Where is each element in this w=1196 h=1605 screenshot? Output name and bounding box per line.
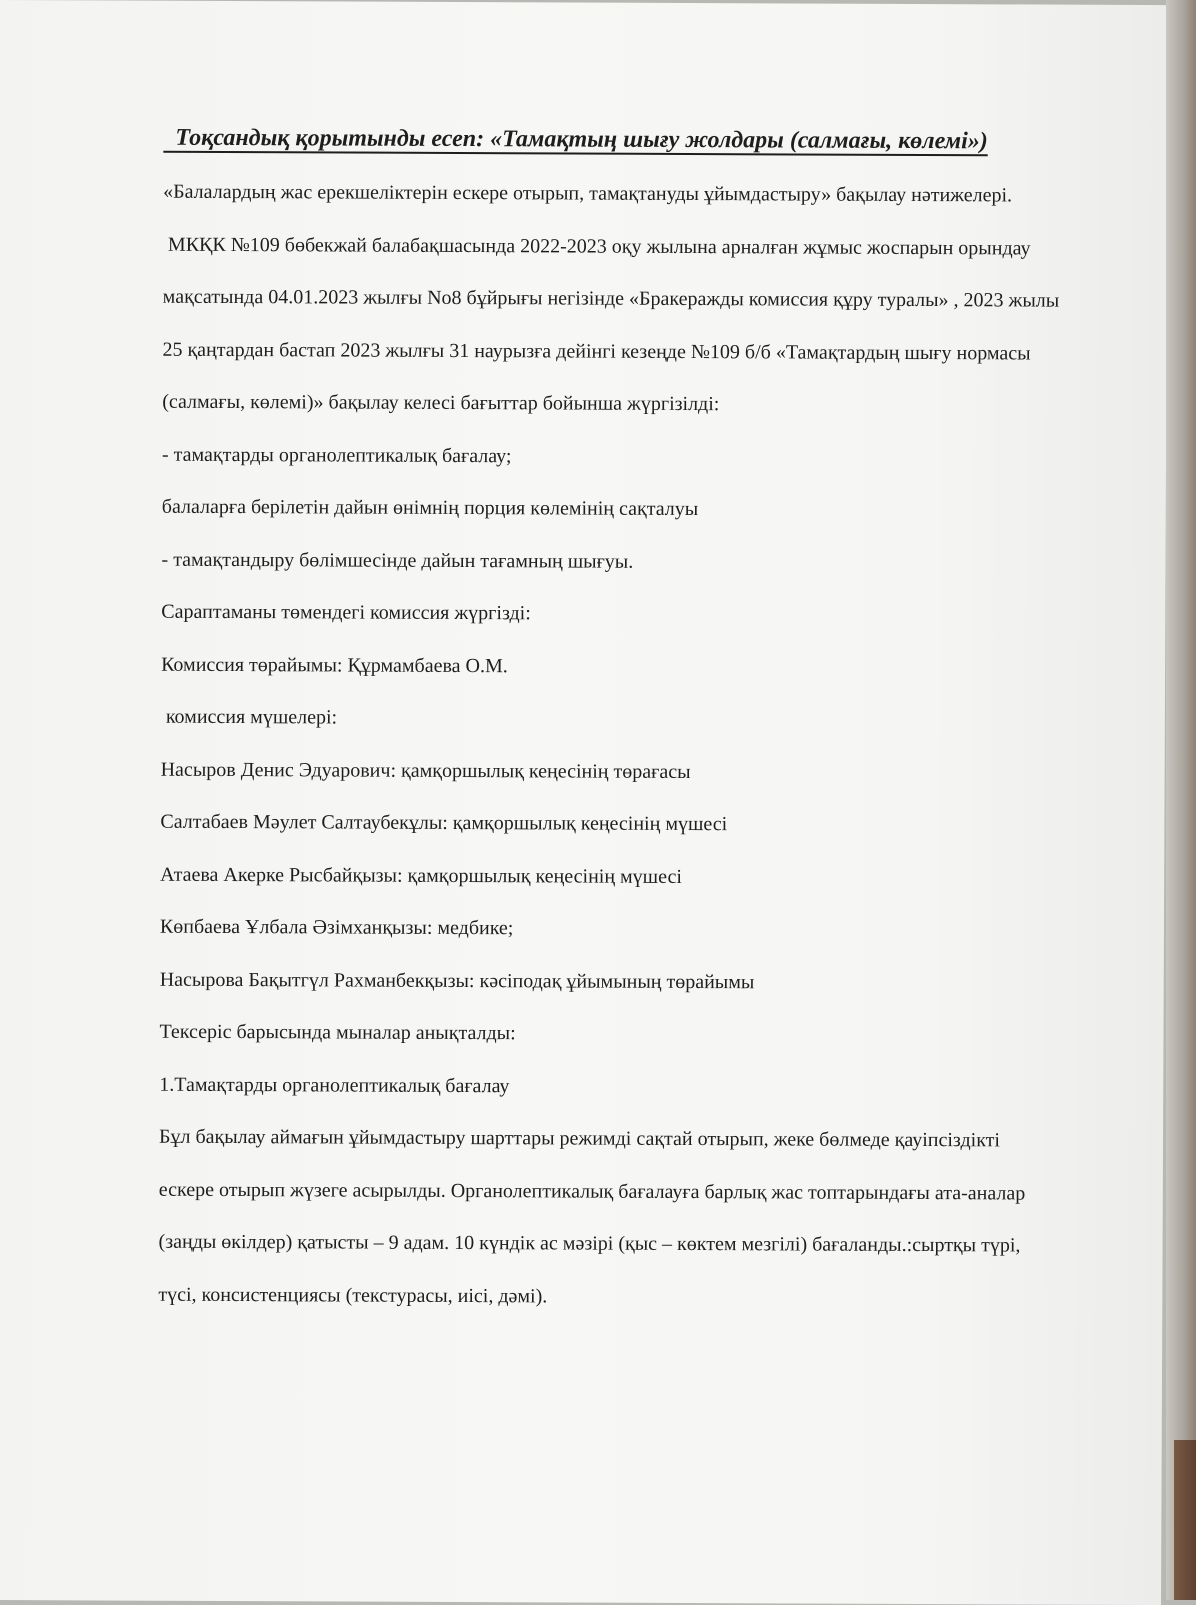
findings-heading: Тексеріс барысында мыналар анықталды:	[159, 1020, 516, 1045]
section-paragraph: Бұл бақылау аймағын ұйымдастыру шарттары режимді сақтай отырып, жеке бөлмеде қауіпсіздікті ескере отырып жүзеге асырылды. Органолептикалық бағалауға барлық жас топтарындағы ата-аналар (заңды өкілдер) қатысты – 9 адам. 10 күндік ас мәзірі (қыс – көктем мезгілі) бағаланды.:сыртқы түрі, түсі, консистенциясы (текстурасы, иісі, дәмі).	[158, 1125, 1026, 1307]
commission-members-heading: комиссия мүшелері:	[160, 705, 338, 729]
desk-edge	[1166, 0, 1196, 1600]
list-item-portion: балаларға берілетін дайын өнімнің порция көлемінің сақталуы	[161, 495, 699, 521]
member-line: Салтабаев Мәулет Салтаубекұлы: қамқоршылық кеңесінің мүшесі	[160, 810, 728, 836]
commission-chair: Комиссия төрайымы: Құрмамбаева О.М.	[161, 653, 508, 677]
document-title: Тоқсандық қорытынды есеп: «Тамақтың шығу жолдары (салмағы, көлемі»)	[163, 124, 988, 155]
member-line: Насыров Денис Эдуарович: қамқоршылық кеңесінің төрағасы	[160, 758, 691, 783]
list-item-organoleptic: - тамақтарды органолептикалық бағалау;	[161, 443, 512, 467]
main-paragraph: МКҚК №109 бөбекжай балабақшасында 2022-2023 оқу жылына арналған жұмыс жоспарын орындау мақсатында 04.01.2023 жылғы No8 бұйрығы негізінде «Бракеражды комиссия құру туралы» , 2023 жылы 25 қаңтардан бастап 2023 жылғы 31 наурызға дейінгі кезеңде №109 б/б «Тамақтардың шығу нормасы (салмағы, көлемі)» бақылау келесі бағыттар бойынша жүргізілді:	[162, 233, 1060, 416]
desk-corner	[1174, 1440, 1196, 1600]
document-body	[158, 111, 1063, 1325]
commission-heading: Сараптаманы төмендегі комиссия жүргізді:	[161, 600, 531, 625]
member-line: Көпбаева Ұлбала Әзімханқызы: медбике;	[159, 915, 514, 940]
list-item-output: - тамақтандыру бөлімшесінде дайын тағамның шығуы.	[161, 548, 634, 573]
intro-paragraph: «Балалардың жас ерекшеліктерін ескере отырып, тамақтануды ұйымдастыру» бақылау нәтижелері.	[163, 180, 1013, 207]
section-heading: 1.Тамақтарды органолептикалық бағалау	[159, 1073, 510, 1097]
member-line: Атаева Акерке Рысбайқызы: қамқоршылық кеңесінің мүшесі	[160, 863, 682, 888]
member-line: Насырова Бақытгүл Рахманбекқызы: кәсіподақ ұйымының төрайымы	[159, 968, 755, 993]
